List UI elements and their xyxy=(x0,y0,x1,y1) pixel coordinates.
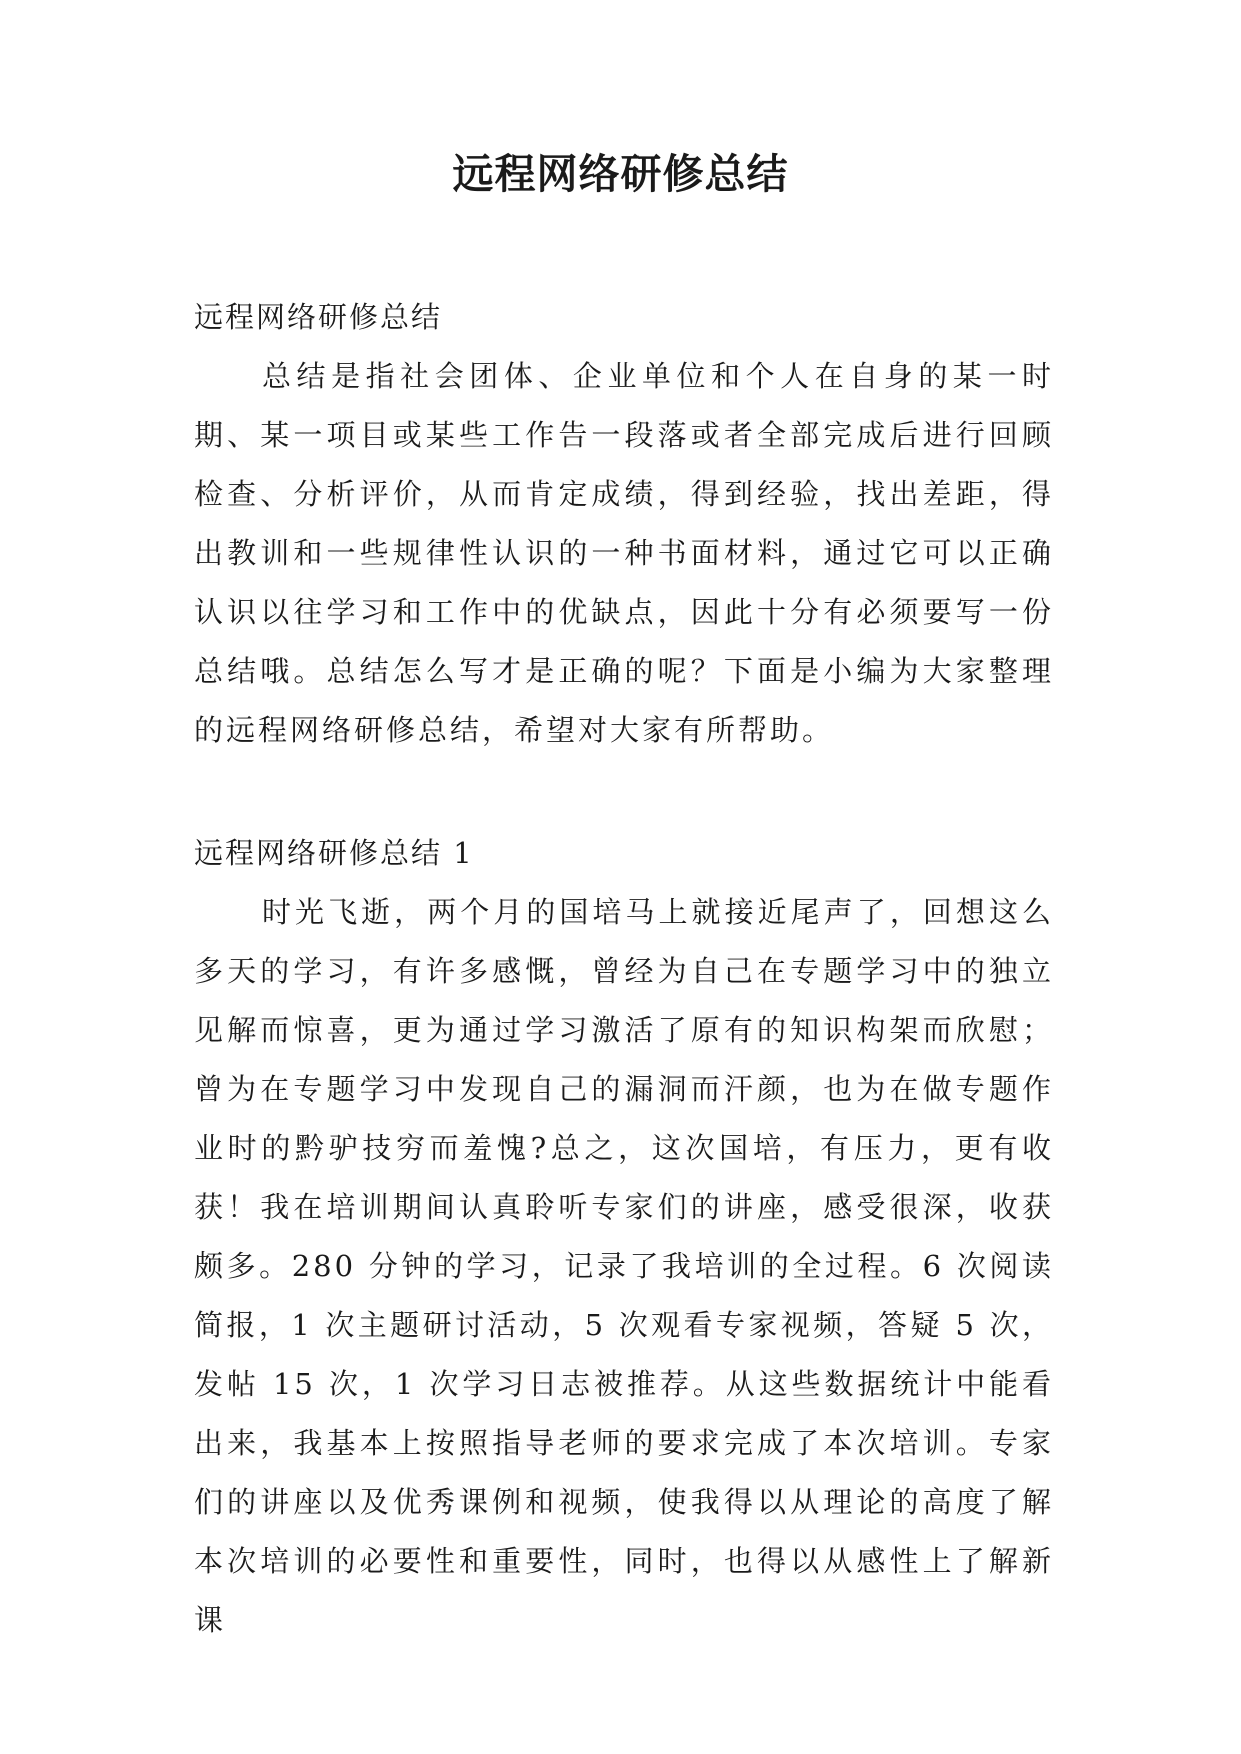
section-1-paragraph: 时光飞逝，两个月的国培马上就接近尾声了，回想这么多天的学习，有许多感慨，曾经为自己在专题学习中的独立见解而惊喜，更为通过学习激活了原有的知识构架而欣慰；曾为在专题学习中发现自己的漏洞而汗颜，也为在做专题作业时的黔驴技穷而羞愧?总之，这次国培，有压力，更有收获！我在培训期间认真聆听专家们的讲座，感受很深，收获颇多。280 分钟的学习，记录了我培训的全过程。6 次阅读简报，1 次主题研讨活动，5 次观看专家视频，答疑 5 次，发帖 15 次，1 次学习日志被推荐。从这些数据统计中能看出来，我基本上按照指导老师的要求完成了本次培训。专家们的讲座以及优秀课例和视频，使我得以从理论的高度了解本次培训的必要性和重要性，同时，也得以从感性上了解新课 xyxy=(194,895,1054,1637)
section-1-heading: 远程网络研修总结 1 xyxy=(194,836,474,870)
intro-paragraph: 总结是指社会团体、企业单位和个人在自身的某一时期、某一项目或某些工作告一段落或者全部完成后进行回顾检查、分析评价，从而肯定成绩，得到经验，找出差距，得出教训和一些规律性认识的一种书面材料，通过它可以正确认识以往学习和工作中的优缺点，因此十分有必须要写一份总结哦。总结怎么写才是正确的呢？下面是小编为大家整理的远程网络研修总结，希望对大家有所帮助。 xyxy=(194,359,1054,747)
intro-section xyxy=(194,347,1054,760)
document-title: 远程网络研修总结 xyxy=(452,150,789,198)
section-1 xyxy=(194,883,1054,1650)
intro-heading: 远程网络研修总结 xyxy=(194,300,443,334)
